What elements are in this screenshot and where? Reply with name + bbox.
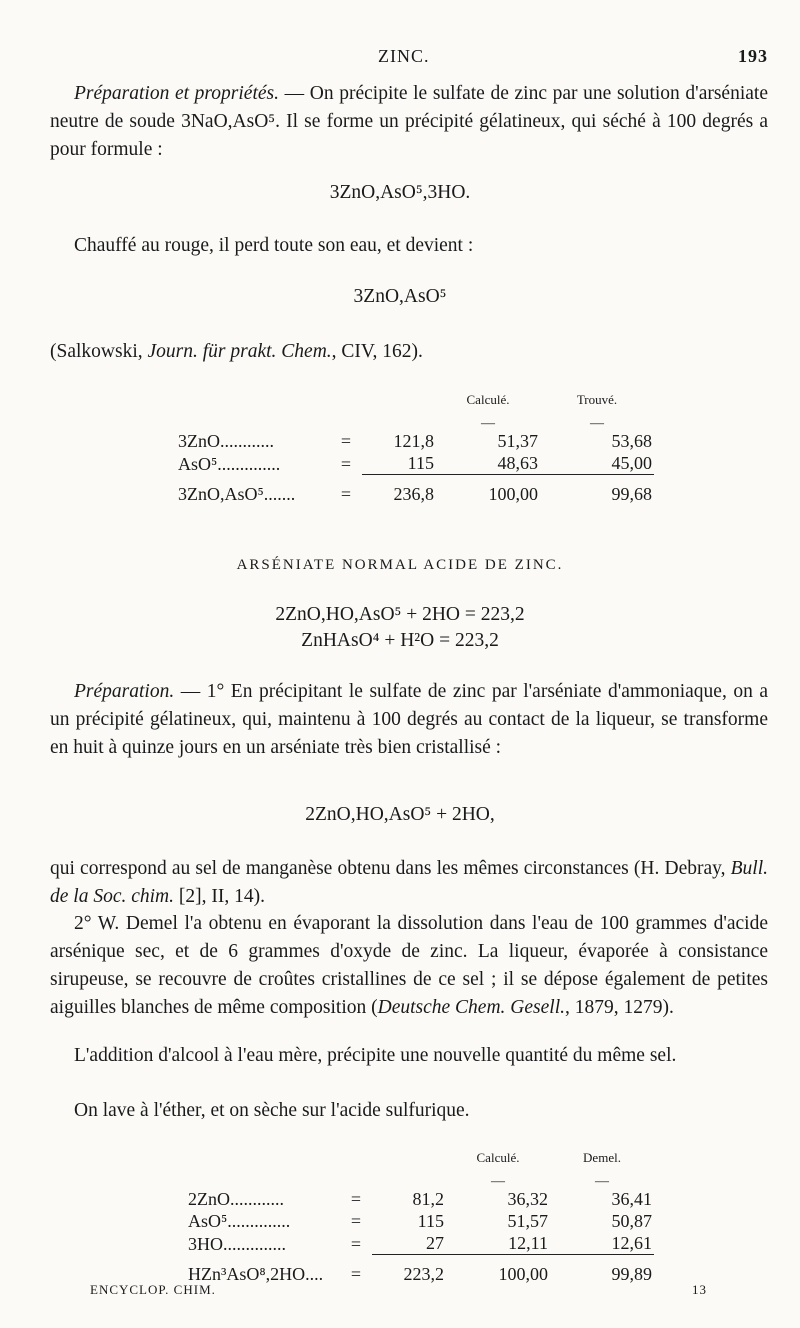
row-calc: 51,57 [507, 1211, 548, 1231]
row-found: 53,68 [611, 431, 652, 451]
paragraph-text: — On précipite le sulfate de zinc par une solution d'arséniate neutre de soude 3NaO,AsO⁵. Il se forme un précipité gélatineux, qui séché à 100 degrés a pour formule : [50, 83, 768, 160]
dash: — [491, 1174, 505, 1189]
dash: — [481, 416, 495, 431]
row-found: 12,61 [611, 1233, 652, 1253]
table-row [186, 1210, 654, 1232]
section-label: Préparation. [74, 681, 175, 702]
row-calc: 48,63 [497, 453, 538, 473]
col-found: Trouvé. [576, 392, 618, 407]
paragraph-text: 2° W. Demel l'a obtenu en évaporant la dissolution dans l'eau de 100 grammes d'acide arsénique sec, et de 6 grammes d'oxyde de zinc. La liqueur, évaporée à consistance sirupeuse, se recouvre de croûtes cristallines de ce sel ; il se dépose également de petites aiguilles blanches de même composition ( [50, 913, 768, 1018]
formula-hydrate: 3ZnO,AsO⁵,3HO. [329, 182, 471, 203]
row-value: 115 [417, 1211, 444, 1231]
table-row [176, 430, 654, 452]
row-eq: = [350, 1263, 362, 1284]
running-head: ZINC. [378, 46, 430, 66]
paragraph-heating: Chauffé au rouge, il perd toute son eau, et devient : [74, 235, 474, 256]
section-heading: ARSÉNIATE NORMAL ACIDE DE ZINC. [236, 557, 564, 573]
row-calc: 51,37 [497, 431, 538, 451]
row-name: AsO⁵.............. [178, 453, 281, 474]
col-calculated: Calculé. [466, 392, 510, 407]
row-value: 81,2 [412, 1189, 444, 1209]
row-found: 99,68 [540, 475, 654, 505]
table-row [186, 1188, 654, 1210]
paragraph-preparation-properties [50, 80, 768, 164]
reference-salkowski [50, 338, 768, 366]
row-name: 3HO.............. [188, 1233, 286, 1254]
row-eq: = [350, 1233, 362, 1254]
row-eq: = [340, 431, 352, 451]
table-row [186, 1232, 654, 1255]
ref-journal: Bull. de la Soc. chim. [50, 858, 768, 907]
paragraph-demel [50, 910, 768, 1022]
row-found: 50,87 [611, 1211, 652, 1231]
row-name: 2ZnO............ [188, 1189, 284, 1209]
table-row [176, 452, 654, 475]
col-calculated: Calculé. [476, 1150, 520, 1165]
ref-text: (Salkowski, [50, 341, 148, 362]
ref-journal: Deutsche Chem. Gesell. [377, 997, 565, 1018]
paragraph-preparation-1 [50, 678, 768, 762]
formula-anhydrous: 3ZnO,AsO⁵ [353, 286, 447, 307]
ref-text-end: , 1879, 1279). [565, 997, 674, 1018]
row-calc: 100,00 [446, 1255, 550, 1285]
section-label: Préparation et propriétés. [74, 83, 279, 104]
row-value: 27 [426, 1233, 444, 1253]
row-eq: = [350, 1189, 362, 1209]
row-name: HZn³AsO⁸,2HO.... [188, 1263, 324, 1284]
ref-text-end: , CIV, 162). [331, 341, 423, 362]
dash: — [595, 1174, 609, 1189]
formula-crystallized: 2ZnO,HO,AsO⁵ + 2HO, [305, 804, 495, 825]
analysis-table-1 [176, 386, 654, 505]
row-value: 223,2 [372, 1255, 446, 1285]
ref-text-end: [2], II, 14). [174, 886, 265, 907]
paragraph-text: — 1° En précipitant le sulfate de zinc par l'arséniate d'ammoniaque, on a un précipité gélatineux, qui, maintenu à 100 degrés au contact de la liqueur, se transforme en huit à quinze jours en un arséniate très bien cristallisé : [50, 681, 768, 758]
paragraph-ether: On lave à l'éther, et on sèche sur l'acide sulfurique. [74, 1100, 470, 1121]
footer-signature: ENCYCLOP. CHIM. [90, 1282, 216, 1297]
formula-old-notation: 2ZnO,HO,AsO⁵ + 2HO = 223,2 [275, 604, 525, 625]
row-calc: 100,00 [436, 475, 540, 505]
row-name: 3ZnO,AsO⁵....... [178, 483, 296, 504]
analysis-table-2 [186, 1144, 654, 1285]
row-eq: = [340, 483, 352, 504]
paragraph-debray [50, 855, 768, 911]
row-calc: 36,32 [507, 1189, 548, 1209]
paragraph-text: qui correspond au sel de manganèse obtenu dans les mêmes circonstances (H. Debray, [50, 858, 731, 879]
table-row-total [176, 475, 654, 505]
row-name: AsO⁵.............. [188, 1211, 291, 1231]
row-eq: = [350, 1211, 362, 1231]
page-number: 193 [738, 46, 768, 66]
footer-sheet-number: 13 [692, 1282, 707, 1297]
row-eq: = [340, 453, 352, 474]
row-calc: 12,11 [508, 1233, 548, 1253]
ref-journal: Journ. für prakt. Chem. [147, 341, 332, 362]
row-name: 3ZnO............ [178, 431, 274, 451]
col-demel: Demel. [583, 1150, 621, 1165]
row-value: 121,8 [393, 431, 434, 451]
dash: — [590, 416, 604, 431]
formula-new-notation: ZnHAsO⁴ + H²O = 223,2 [301, 630, 499, 651]
table-row-total [186, 1255, 654, 1285]
row-found: 45,00 [611, 453, 652, 473]
paragraph-alcohol: L'addition d'alcool à l'eau mère, précipite une nouvelle quantité du même sel. [74, 1045, 677, 1066]
row-found: 36,41 [611, 1189, 652, 1209]
row-found: 99,89 [550, 1255, 654, 1285]
row-value: 115 [407, 453, 434, 473]
row-value: 236,8 [362, 475, 436, 505]
